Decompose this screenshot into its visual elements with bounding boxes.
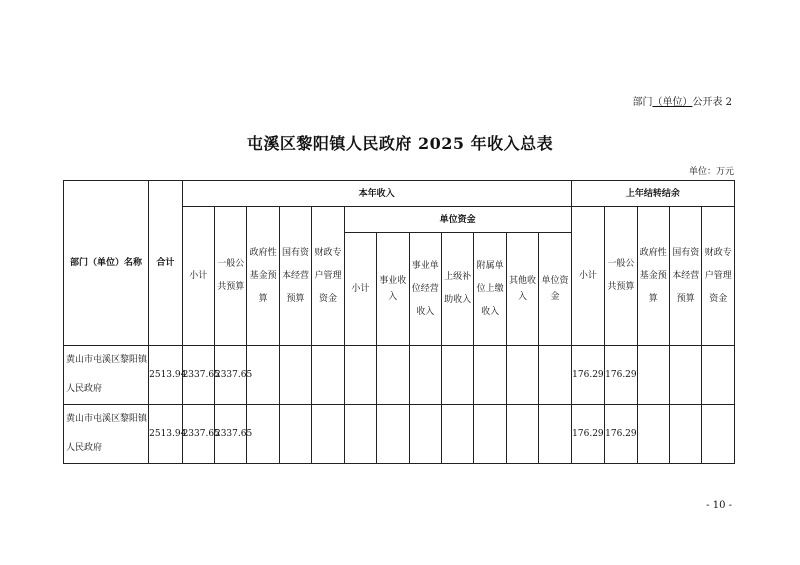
row-cur-subtotal: 2337.65 bbox=[182, 405, 214, 464]
header-unit-funds: 单位资金 bbox=[344, 207, 571, 233]
header-cur-gov-fund: 政府性基金预算 bbox=[247, 207, 279, 346]
header-prior-subtotal: 小计 bbox=[571, 207, 604, 346]
row-prior-subtotal: 176.29 bbox=[571, 405, 604, 464]
header-total: 合计 bbox=[149, 181, 182, 346]
corner-suffix: 公开表 2 bbox=[692, 97, 732, 108]
row-prior-general: 176.29 bbox=[605, 405, 637, 464]
income-summary-table bbox=[63, 180, 735, 464]
header-affiliated-income: 附属单位上缴收入 bbox=[474, 233, 506, 346]
table-number-label bbox=[632, 93, 732, 108]
row-prior-subtotal: 176.29 bbox=[571, 346, 604, 405]
header-cur-state-capital: 国有资本经营预算 bbox=[279, 207, 311, 346]
row-cur-general: 2337.65 bbox=[214, 405, 246, 464]
header-business-unit-income: 事业单位经营收入 bbox=[409, 233, 441, 346]
corner-prefix: 部门 bbox=[632, 97, 653, 108]
header-cur-subtotal: 小计 bbox=[182, 207, 214, 346]
corner-underlined: （单位） bbox=[652, 97, 693, 108]
table-row bbox=[64, 346, 735, 405]
header-superior-subsidy: 上级补助收入 bbox=[441, 233, 473, 346]
page-title: 屯溪区黎阳镇人民政府 2025 年收入总表 bbox=[246, 134, 554, 153]
header-prior-gov-fund: 政府性基金预算 bbox=[637, 207, 669, 346]
row-dept-name: 黄山市屯溪区黎阳镇人民政府 bbox=[64, 405, 149, 464]
header-unit-funds-prior: 单位资金 bbox=[539, 233, 572, 346]
header-cur-fiscal-special: 财政专户管理资金 bbox=[312, 207, 344, 346]
page-number: - 10 - bbox=[706, 500, 732, 511]
header-unit-subtotal: 小计 bbox=[344, 233, 376, 346]
table-row bbox=[64, 405, 735, 464]
header-current-year: 本年收入 bbox=[182, 181, 571, 207]
unit-label: 单位：万元 bbox=[688, 167, 734, 177]
row-cur-subtotal: 2337.65 bbox=[182, 346, 214, 405]
header-prior-general-budget: 一般公共预算 bbox=[605, 207, 637, 346]
header-dept-name: 部门（单位）名称 bbox=[64, 181, 149, 346]
header-cur-general-budget: 一般公共预算 bbox=[214, 207, 246, 346]
header-business-income: 事业收入 bbox=[377, 233, 409, 346]
row-total: 2513.94 bbox=[149, 405, 182, 464]
row-prior-general: 176.29 bbox=[605, 346, 637, 405]
header-prior-state-capital: 国有资本经营预算 bbox=[669, 207, 701, 346]
header-other-income: 其他收入 bbox=[506, 233, 538, 346]
row-cur-general: 2337.65 bbox=[214, 346, 246, 405]
header-prior-fiscal-special: 财政专户管理资金 bbox=[702, 207, 735, 346]
header-prior-year: 上年结转结余 bbox=[571, 181, 734, 207]
row-dept-name: 黄山市屯溪区黎阳镇人民政府 bbox=[64, 346, 149, 405]
row-total: 2513.94 bbox=[149, 346, 182, 405]
